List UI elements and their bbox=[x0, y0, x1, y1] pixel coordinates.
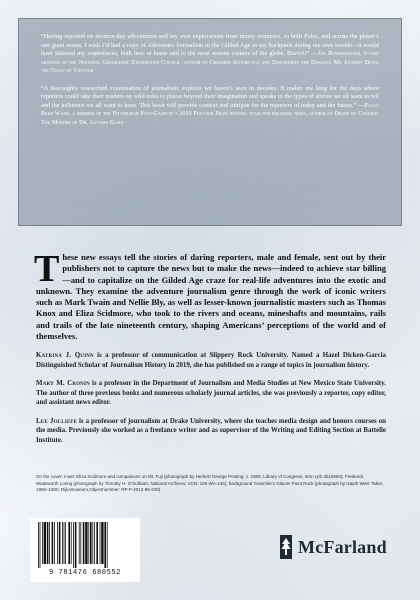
publisher-logo bbox=[278, 534, 387, 560]
author-bio-text-2: is a professor in the Department of Journalism and Media Studies at New Mexico State University. The author of three previous books and numerous scholarly journal articles, she was previously a reporter, copy editor, and assistant news editor. bbox=[36, 380, 387, 407]
author-name-2: Mary M. Cronin bbox=[36, 380, 90, 388]
publisher-name: McFarland bbox=[298, 536, 387, 557]
author-bio-1 bbox=[36, 351, 386, 370]
blurb-quote-1 bbox=[41, 33, 379, 76]
blurb-quote-2 bbox=[41, 85, 379, 128]
author-name-3: Lee Jolliffe bbox=[36, 417, 78, 425]
isbn-number: 9 781476 680552 bbox=[48, 569, 121, 577]
book-description bbox=[34, 248, 386, 342]
author-bio-2 bbox=[36, 379, 386, 408]
author-bio-3 bbox=[36, 417, 386, 446]
drop-cap: T bbox=[34, 248, 60, 290]
cover-credits: On the cover: inset: Eliza Scidmore and companions on Mt. Fuji (photograph by Herbert George Ponting, c. 1905; Library of Congress, Item cph.3b16850); Frederick Wadsworth Loring (photograph by Timothy H. O’Sullivan; National Archives, VCN: 106-WA-145); background Yosemite’s Glacier Point Rock (photograph by Isaiah West Taber, 1880–1900; Rijksmuseum,Objectnummer: RP-F-2012-96-228). bbox=[36, 474, 384, 493]
author-bio-text-1: is a professor of communication at Slippery Rock University. Named a Hazel Dicken-Garcia Distinguished Scholar of Journalism History in 2019, she has published on a range of topics in journalism history. bbox=[36, 352, 386, 369]
main-content bbox=[34, 248, 387, 446]
isbn-barcode bbox=[30, 518, 140, 582]
blurb-1-quote: “Having reported on modern-day adventurers and my own explorations from ninety countries, to both Poles, and across the planet’s one giant ocean, I wish I’d had a copy of Adventure Journalism in the Gilded Age in my backpack during my own travels—it would have fattened my experiences, both here at home and to the most remote corners of the globe. Bravo!!” bbox=[41, 33, 379, 57]
mcfarland-tree-icon bbox=[278, 534, 294, 560]
blurb-2-quote: “A thoroughly researched examination of journalistic exploits we haven’t seen in decades. It makes me long for the days where reporters could take their readers on wild treks to places beyond their imagination and speaks to the types of stories we all want to tell and the influence we all want to have. This book will provide context and intrigue for the reporters of today and the future.” bbox=[41, 84, 379, 109]
description-text: hese new essays tell the stories of daring reporters, male and female, sent out by their publishers not to capture the news but to make the news—indeed to achieve star billing—and to capitalize on the Gilded Age craze for real-life adventures into the exotic and unknown. They examine the adventure journalism genre through the work of iconic writers such as Mark Twain and Nellie Bly, as well as lesser-known journalistic masters such as Thomas Knox and Eliza Scidmore, who took to the rivers and oceans, mineshafts and mountains, rails and trails of the late nineteenth century, shaping Americans’ perceptions of the world and of themselves. bbox=[36, 252, 386, 342]
author-name-1: Katrina J. Quinn bbox=[36, 352, 94, 360]
blurb-1-attribution: —Jon Bowermaster, 6-time grantee of the National Geographic Expeditions Council, author of Crossing Antarctica and Descending the Dragon: My Journey Down the Coast of Vietnam bbox=[41, 50, 379, 74]
blurb-2-attribution: —Paula Reed Ward, a member of the Pittsburgh Post-Gazette’s 2019 Pulitzer Prize winning team for breaking news, author of Death by Cyanide: The Murder of Dr. Autumn Klein bbox=[41, 101, 379, 126]
barcode-bars bbox=[36, 522, 134, 568]
author-bio-text-3: is a professor of journalism at Drake University, where she teaches media design and honors courses on the media. Previously she worked as a freelance writer and as supervisor of the Writing and Editing Section at Battelle Institute. bbox=[36, 417, 386, 444]
blurb-box bbox=[18, 18, 402, 226]
